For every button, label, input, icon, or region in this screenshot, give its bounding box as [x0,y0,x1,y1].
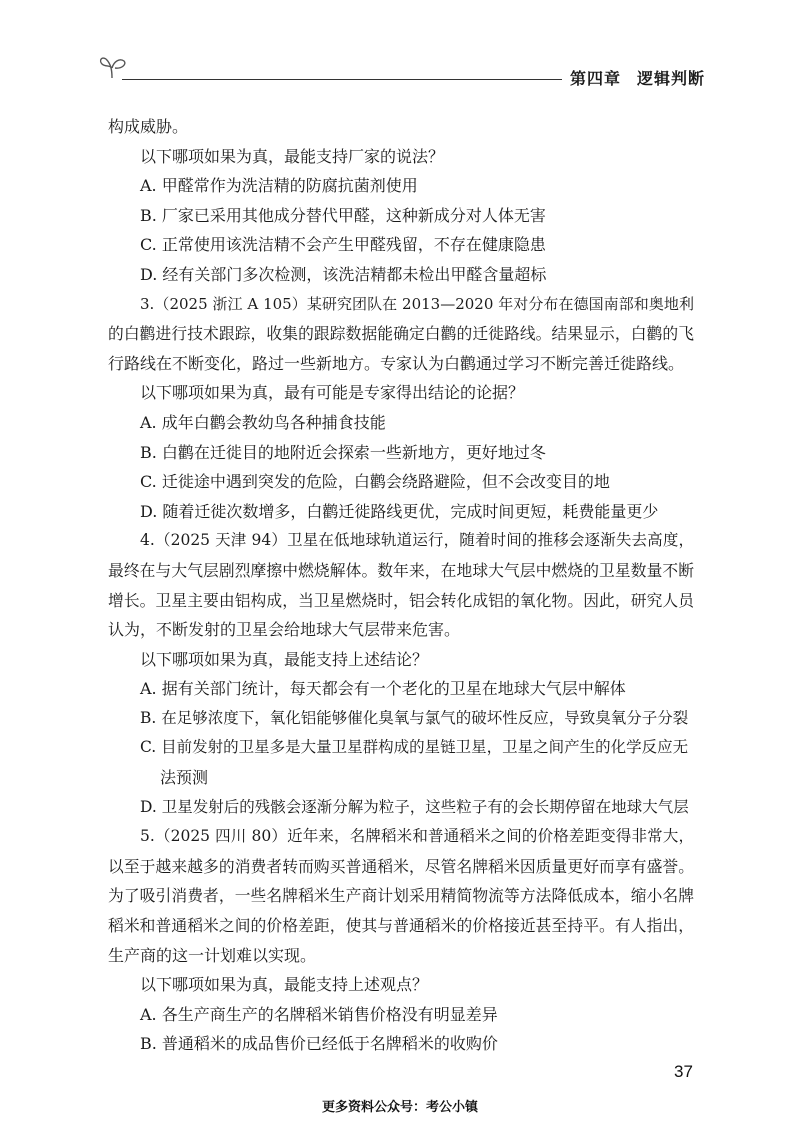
chapter-title: 逻辑判断 [637,69,706,88]
option-line: A. 成年白鹳会教幼鸟各种捕食技能 [140,412,386,432]
option-line: D. 卫星发射后的残骸会逐渐分解为粒子，这些粒子有的会长期停留在地球大气层 [140,797,689,816]
option-line: B. 白鹳在迁徙目的地附近会探索一些新地方，更好地过冬 [140,442,546,462]
option-line: C. 目前发射的卫星多是大量卫星群构成的星链卫星，卫星之间产生的化学反应无 [140,738,689,757]
chapter-heading [570,66,705,89]
header-rule [122,79,562,80]
option-line: B. 普通稻米的成品售价已经低于名牌稻米的收购价 [140,1034,498,1054]
footer-note: 更多资料公众号：考公小镇 [321,1100,478,1115]
option-line: C. 正常使用该洗洁精不会产生甲醛残留，不存在健康隐患 [140,235,546,255]
page-header [0,0,800,100]
question-stem-line: 的白鹳进行技术跟踪，收集的跟踪数据能确定白鹳的迁徙路线。结果显示，白鹳的飞 [108,324,694,344]
page-number: 37 [674,1062,693,1081]
option-line: A. 各生产商生产的名牌稻米销售价格没有明显差异 [140,1004,498,1024]
question-stem-line: 最终在与大气层剧烈摩擦中燃烧解体。数年来，在地球大气层中燃烧的卫星数量不断 [108,560,694,580]
option-line: A. 据有关部门统计，每天都会有一个老化的卫星在地球大气层中解体 [140,679,626,699]
option-line: 法预测 [160,768,209,788]
sprout-icon [98,52,128,80]
option-line: D. 随着迁徙次数增多，白鹳迁徙路线更优，完成时间更短，耗费能量更少 [140,501,659,521]
page-body [108,112,694,1059]
question-prompt: 以下哪项如果为真，最能支持上述结论？ [140,649,429,669]
question-stem-line: 行路线在不断变化，路过一些新地方。专家认为白鹳通过学习不断完善迁徙路线。 [108,353,685,373]
option-line: C. 迁徙途中遇到突发的危险，白鹳会绕路避险，但不会改变目的地 [140,472,610,492]
question-prompt: 以下哪项如果为真，最有可能是专家得出结论的论据？ [140,383,525,403]
option-line: B. 在足够浓度下，氧化铝能够催化臭氧与氯气的破坏性反应，导致臭氧分子分裂 [140,708,689,727]
question-stem-line: 增长。卫星主要由铝构成，当卫星燃烧时，铝会转化成铝的氧化物。因此，研究人员 [108,590,694,610]
question-stem-line: 以至于越来越多的消费者转而购买普通稻米，尽管名牌稻米因质量更好而享有盛誉。 [108,856,694,876]
option-line: D. 经有关部门多次检测，该洗洁精都未检出甲醛含量超标 [140,264,547,284]
question-stem-line: 3.（2025 浙江 A 105）某研究团队在 2013—2020 年对分布在德国南部和奥地利 [140,294,694,313]
question-stem-line: 为了吸引消费者，一些名牌稻米生产商计划采用精简物流等方法降低成本，缩小名牌 [108,886,694,906]
text-line: 构成威胁。 [108,117,189,136]
question-stem-line: 稻米和普通稻米之间的价格差距，使其与普通稻米的价格接近甚至持平。有人指出， [108,916,694,936]
question-stem-line: 认为，不断发射的卫星会给地球大气层带来危害。 [108,620,461,640]
option-line: A. 甲醛常作为洗洁精的防腐抗菌剂使用 [140,176,418,196]
question-stem-line: 生产商的这一计划难以实现。 [108,945,317,965]
question-stem-line: 4.（2025 天津 94）卫星在低地球轨道运行，随着时间的推移会逐渐失去高度， [140,531,694,550]
question-prompt: 以下哪项如果为真，最能支持厂家的说法？ [140,146,445,166]
question-prompt: 以下哪项如果为真，最能支持上述观点？ [140,975,429,995]
option-line: B. 厂家已采用其他成分替代甲醛，这种新成分对人体无害 [140,205,546,225]
question-stem-line: 5.（2025 四川 80）近年来，名牌稻米和普通稻米之间的价格差距变得非常大， [140,827,694,846]
chapter-number: 第四章 [570,69,622,88]
